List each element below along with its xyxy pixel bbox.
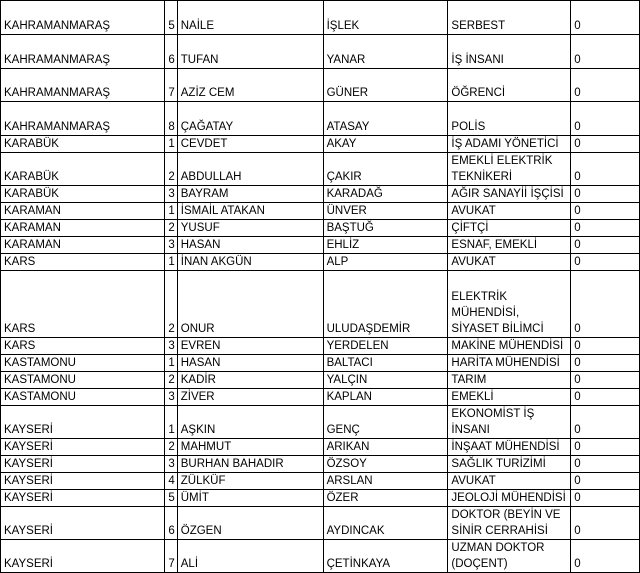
value-cell: 0 bbox=[571, 406, 640, 439]
occupation-line: ÖĞRENCİ bbox=[451, 87, 506, 99]
table-row bbox=[1, 136, 640, 153]
rank-cell: 1 bbox=[164, 136, 177, 153]
province-cell: KARABÜK bbox=[1, 186, 165, 203]
occupation-line: SAĞLIK TURİZİMİ bbox=[451, 458, 546, 470]
occupation-cell bbox=[448, 186, 571, 203]
occupation-line: ELEKTRİK MÜHENDİSİ, bbox=[451, 291, 520, 319]
occupation-cell bbox=[448, 507, 571, 540]
occupation-cell bbox=[448, 355, 571, 372]
table-row bbox=[1, 237, 640, 254]
province-cell: KASTAMONU bbox=[1, 355, 165, 372]
rank-cell: 3 bbox=[164, 186, 177, 203]
value-cell: 0 bbox=[571, 136, 640, 153]
occupation-line: MAKİNE MÜHENDİSİ bbox=[451, 340, 564, 352]
rank-cell: 1 bbox=[164, 254, 177, 271]
first-name-cell: NAİLE bbox=[177, 1, 323, 35]
occupation-line: AVUKAT bbox=[451, 256, 496, 268]
rank-cell: 7 bbox=[164, 540, 177, 573]
last-name-cell: YALÇIN bbox=[323, 372, 448, 389]
province-cell: KARAMAN bbox=[1, 203, 165, 220]
value-cell: 0 bbox=[571, 102, 640, 136]
occupation-cell bbox=[448, 203, 571, 220]
province-cell: KAYSERİ bbox=[1, 490, 165, 507]
occupation-cell bbox=[448, 540, 571, 573]
occupation-line: SİYASET BİLİMCİ bbox=[451, 323, 544, 335]
last-name-cell: ARSLAN bbox=[323, 473, 448, 490]
first-name-cell: ONUR bbox=[177, 271, 323, 338]
rank-cell: 1 bbox=[164, 406, 177, 439]
province-cell: KAYSERİ bbox=[1, 507, 165, 540]
first-name-cell: EVREN bbox=[177, 338, 323, 355]
occupation-cell bbox=[448, 69, 571, 102]
table-row bbox=[1, 203, 640, 220]
table-row bbox=[1, 456, 640, 473]
value-cell: 0 bbox=[571, 372, 640, 389]
rank-cell: 3 bbox=[164, 338, 177, 355]
rank-cell: 7 bbox=[164, 69, 177, 102]
table-row bbox=[1, 1, 640, 35]
table-row bbox=[1, 507, 640, 540]
value-cell: 0 bbox=[571, 355, 640, 372]
occupation-line: İNŞAAT MÜHENDİSİ bbox=[451, 441, 560, 453]
rank-cell: 2 bbox=[164, 153, 177, 186]
rank-cell: 6 bbox=[164, 35, 177, 69]
value-cell: 0 bbox=[571, 439, 640, 456]
first-name-cell: İSMAİL ATAKAN bbox=[177, 203, 323, 220]
occupation-line: HARİTA MÜHENDİSİ bbox=[451, 357, 560, 369]
rank-cell: 1 bbox=[164, 203, 177, 220]
table-row bbox=[1, 338, 640, 355]
table-row bbox=[1, 220, 640, 237]
occupation-cell bbox=[448, 237, 571, 254]
occupation-line: EMEKLİ ELEKTRİK bbox=[451, 155, 553, 167]
first-name-cell: ÖZGEN bbox=[177, 507, 323, 540]
first-name-cell: TUFAN bbox=[177, 35, 323, 69]
occupation-line: AVUKAT bbox=[451, 205, 496, 217]
occupation-cell bbox=[448, 153, 571, 186]
value-cell: 0 bbox=[571, 254, 640, 271]
value-cell: 0 bbox=[571, 186, 640, 203]
occupation-cell bbox=[448, 372, 571, 389]
rank-cell: 2 bbox=[164, 220, 177, 237]
occupation-line: İŞ ADAMI YÖNETİCİ bbox=[451, 138, 559, 150]
value-cell: 0 bbox=[571, 271, 640, 338]
last-name-cell: GÜNER bbox=[323, 69, 448, 102]
table-row bbox=[1, 271, 640, 338]
occupation-line: UZMAN DOKTOR bbox=[451, 542, 545, 554]
table-row bbox=[1, 389, 640, 406]
rank-cell: 5 bbox=[164, 490, 177, 507]
province-cell: KARAMAN bbox=[1, 237, 165, 254]
occupation-line: ÇİFTÇİ bbox=[451, 222, 489, 234]
last-name-cell: ÇETİNKAYA bbox=[323, 540, 448, 573]
occupation-cell bbox=[448, 490, 571, 507]
province-cell: KASTAMONU bbox=[1, 389, 165, 406]
first-name-cell: ALİ bbox=[177, 540, 323, 573]
rank-cell: 3 bbox=[164, 456, 177, 473]
value-cell: 0 bbox=[571, 35, 640, 69]
value-cell: 0 bbox=[571, 1, 640, 35]
first-name-cell: ZİVER bbox=[177, 389, 323, 406]
table-row bbox=[1, 540, 640, 573]
province-cell: KAYSERİ bbox=[1, 473, 165, 490]
occupation-cell bbox=[448, 35, 571, 69]
last-name-cell: ÇAKIR bbox=[323, 153, 448, 186]
province-cell: KAHRAMANMARAŞ bbox=[1, 69, 165, 102]
rank-cell: 3 bbox=[164, 237, 177, 254]
occupation-line: ESNAF, EMEKLİ bbox=[451, 239, 538, 251]
table-row bbox=[1, 102, 640, 136]
occupation-cell bbox=[448, 338, 571, 355]
province-cell: KAYSERİ bbox=[1, 439, 165, 456]
rank-cell: 4 bbox=[164, 473, 177, 490]
occupation-cell bbox=[448, 456, 571, 473]
value-cell: 0 bbox=[571, 389, 640, 406]
occupation-line: JEOLOJİ MÜHENDİSİ bbox=[451, 492, 566, 504]
first-name-cell: CEVDET bbox=[177, 136, 323, 153]
first-name-cell: ZÜLKÜF bbox=[177, 473, 323, 490]
occupation-line: DOKTOR (BEYİN VE bbox=[451, 509, 561, 521]
first-name-cell: ÜMİT bbox=[177, 490, 323, 507]
value-cell: 0 bbox=[571, 540, 640, 573]
province-cell: KAHRAMANMARAŞ bbox=[1, 102, 165, 136]
occupation-cell bbox=[448, 102, 571, 136]
occupation-line: TARIM bbox=[451, 374, 487, 386]
last-name-cell: YERDELEN bbox=[323, 338, 448, 355]
province-cell: KAYSERİ bbox=[1, 540, 165, 573]
table-row bbox=[1, 372, 640, 389]
rank-cell: 2 bbox=[164, 439, 177, 456]
value-cell: 0 bbox=[571, 456, 640, 473]
occupation-cell bbox=[448, 439, 571, 456]
last-name-cell: KARADAĞ bbox=[323, 186, 448, 203]
province-cell: KARABÜK bbox=[1, 153, 165, 186]
rank-cell: 6 bbox=[164, 507, 177, 540]
first-name-cell: AZİZ CEM bbox=[177, 69, 323, 102]
last-name-cell: AKAY bbox=[323, 136, 448, 153]
first-name-cell: HASAN bbox=[177, 355, 323, 372]
table-row bbox=[1, 35, 640, 69]
table-row bbox=[1, 473, 640, 490]
rank-cell: 1 bbox=[164, 355, 177, 372]
occupation-line: POLİS bbox=[451, 121, 486, 133]
occupation-line: İNSANI bbox=[451, 424, 490, 436]
occupation-line: EKONOMİST İŞ bbox=[451, 408, 535, 420]
last-name-cell: EHLİZ bbox=[323, 237, 448, 254]
occupation-line: AĞIR SANAYİİ İŞÇİSİ bbox=[451, 188, 564, 200]
province-cell: KARS bbox=[1, 271, 165, 338]
province-cell: KARAMAN bbox=[1, 220, 165, 237]
last-name-cell: YANAR bbox=[323, 35, 448, 69]
rank-cell: 5 bbox=[164, 1, 177, 35]
rank-cell: 2 bbox=[164, 271, 177, 338]
first-name-cell: BURHAN BAHADIR bbox=[177, 456, 323, 473]
value-cell: 0 bbox=[571, 237, 640, 254]
first-name-cell: İNAN AKGÜN bbox=[177, 254, 323, 271]
first-name-cell: YUSUF bbox=[177, 220, 323, 237]
value-cell: 0 bbox=[571, 507, 640, 540]
first-name-cell: HASAN bbox=[177, 237, 323, 254]
table-row bbox=[1, 153, 640, 186]
province-cell: KAYSERİ bbox=[1, 456, 165, 473]
value-cell: 0 bbox=[571, 203, 640, 220]
occupation-cell bbox=[448, 136, 571, 153]
occupation-line: (DOÇENT) bbox=[451, 558, 508, 570]
occupation-cell bbox=[448, 389, 571, 406]
value-cell: 0 bbox=[571, 153, 640, 186]
province-cell: KAHRAMANMARAŞ bbox=[1, 1, 165, 35]
occupation-cell bbox=[448, 220, 571, 237]
first-name-cell: BAYRAM bbox=[177, 186, 323, 203]
rank-cell: 8 bbox=[164, 102, 177, 136]
last-name-cell: ÖZER bbox=[323, 490, 448, 507]
first-name-cell: ÇAĞATAY bbox=[177, 102, 323, 136]
last-name-cell: BAŞTUĞ bbox=[323, 220, 448, 237]
table-row bbox=[1, 490, 640, 507]
first-name-cell: ABDULLAH bbox=[177, 153, 323, 186]
last-name-cell: İŞLEK bbox=[323, 1, 448, 35]
last-name-cell: ATASAY bbox=[323, 102, 448, 136]
table-row bbox=[1, 439, 640, 456]
occupation-cell bbox=[448, 473, 571, 490]
province-cell: KAYSERİ bbox=[1, 406, 165, 439]
occupation-line: SİNİR CERRAHİSİ bbox=[451, 525, 548, 537]
rank-cell: 3 bbox=[164, 389, 177, 406]
province-cell: KARS bbox=[1, 338, 165, 355]
occupation-cell bbox=[448, 406, 571, 439]
occupation-cell bbox=[448, 254, 571, 271]
last-name-cell: ULUDAŞDEMİR bbox=[323, 271, 448, 338]
first-name-cell: AŞKIN bbox=[177, 406, 323, 439]
occupation-line: TEKNİKERİ bbox=[451, 171, 513, 183]
table-row bbox=[1, 69, 640, 102]
last-name-cell: KAPLAN bbox=[323, 389, 448, 406]
first-name-cell: MAHMUT bbox=[177, 439, 323, 456]
last-name-cell: AYDINCAK bbox=[323, 507, 448, 540]
occupation-line: AVUKAT bbox=[451, 475, 496, 487]
last-name-cell: ARIKAN bbox=[323, 439, 448, 456]
province-cell: KAHRAMANMARAŞ bbox=[1, 35, 165, 69]
last-name-cell: BALTACI bbox=[323, 355, 448, 372]
occupation-cell bbox=[448, 271, 571, 338]
value-cell: 0 bbox=[571, 338, 640, 355]
province-cell: KASTAMONU bbox=[1, 372, 165, 389]
occupation-line: EMEKLİ bbox=[451, 391, 494, 403]
last-name-cell: GENÇ bbox=[323, 406, 448, 439]
value-cell: 0 bbox=[571, 473, 640, 490]
occupation-line: SERBEST bbox=[451, 20, 506, 32]
last-name-cell: ÖZSOY bbox=[323, 456, 448, 473]
candidate-table-body bbox=[1, 1, 640, 573]
rank-cell: 2 bbox=[164, 372, 177, 389]
occupation-line: İŞ İNSANI bbox=[451, 54, 504, 66]
province-cell: KARS bbox=[1, 254, 165, 271]
table-row bbox=[1, 355, 640, 372]
last-name-cell: ÜNVER bbox=[323, 203, 448, 220]
value-cell: 0 bbox=[571, 490, 640, 507]
value-cell: 0 bbox=[571, 220, 640, 237]
table-row bbox=[1, 186, 640, 203]
occupation-cell bbox=[448, 1, 571, 35]
province-cell: KARABÜK bbox=[1, 136, 165, 153]
table-row bbox=[1, 406, 640, 439]
first-name-cell: KADİR bbox=[177, 372, 323, 389]
value-cell: 0 bbox=[571, 69, 640, 102]
last-name-cell: ALP bbox=[323, 254, 448, 271]
table-row bbox=[1, 254, 640, 271]
